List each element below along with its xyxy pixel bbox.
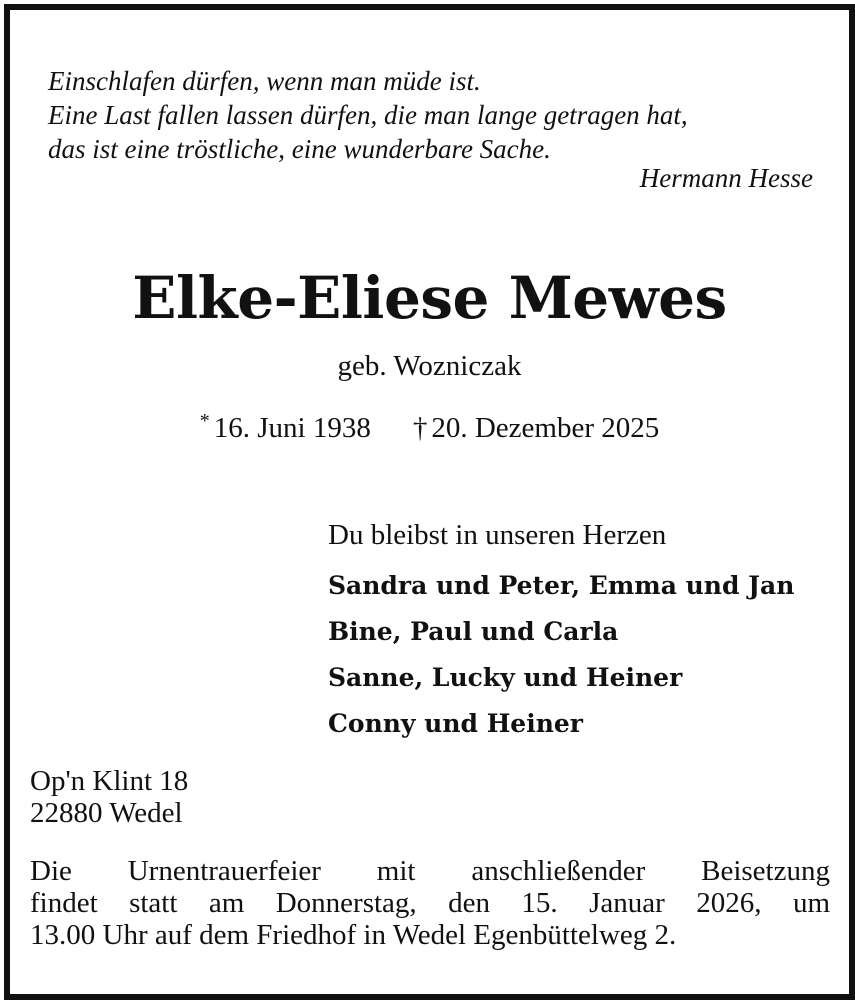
ceremony-line: Die Urnentrauerfeier mit anschließender Beisetzung — [30, 855, 830, 887]
ceremony-notice — [30, 855, 830, 951]
ceremony-line: 13.00 Uhr auf dem Friedhof in Wedel Egenbüttelweg 2. — [30, 919, 677, 951]
obituary-notice — [10, 10, 849, 994]
birth-date: 16. Juni 1938 — [213, 412, 371, 444]
mourner-line: Sanne, Lucky und Heiner — [328, 663, 683, 692]
deceased-name: Elke-Eliese Mewes — [132, 264, 727, 332]
mourner-line: Conny und Heiner — [328, 709, 583, 738]
born-name: geb. Wozniczak — [337, 350, 522, 382]
life-dates — [10, 403, 849, 446]
address-street: Op'n Klint 18 — [30, 765, 189, 797]
address-block — [30, 765, 188, 829]
death-cross-icon: † — [412, 412, 428, 444]
ceremony-line: findet statt am Donnerstag, den 15. Januar 2026, um — [30, 887, 830, 919]
birth-symbol: * — [199, 410, 210, 432]
quote-line: das ist eine tröstliche, eine wunderbare Sache. — [48, 134, 551, 164]
death-date: 20. Dezember 2025 — [431, 412, 660, 444]
mourner-line: Bine, Paul und Carla — [328, 617, 619, 646]
quote-line: Einschlafen dürfen, wenn man müde ist. — [48, 66, 481, 96]
quote-block — [48, 64, 818, 166]
quote-author: Hermann Hesse — [639, 163, 813, 193]
mourner-line: Sandra und Peter, Emma und Jan — [328, 571, 795, 600]
obituary-border — [4, 4, 855, 1000]
family-block — [328, 517, 838, 747]
quote-line: Eine Last fallen lassen dürfen, die man lange getragen hat, — [48, 100, 688, 130]
farewell-text: Du bleibst in unseren Herzen — [328, 519, 667, 551]
address-city: 22880 Wedel — [30, 797, 183, 829]
